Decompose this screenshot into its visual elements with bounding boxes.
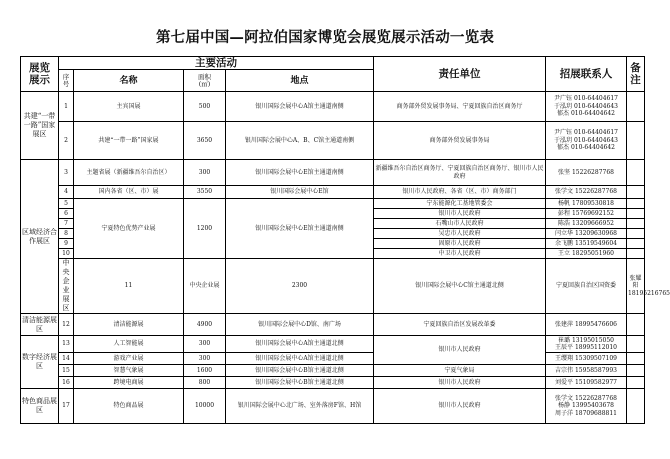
area-cell: 1600 xyxy=(184,365,226,377)
area-cell: 300 xyxy=(184,160,226,186)
unit-cell: 银川市人民政府 xyxy=(374,389,546,424)
seq-cell: 4 xyxy=(59,186,74,199)
unit-cell: 商务部外贸发展事务局、宁夏回族自治区商务厅 xyxy=(374,92,546,122)
location-cell: 银川国际会展中心A馆主通道北侧 xyxy=(226,336,374,353)
seq-cell: 16 xyxy=(59,377,74,389)
remark-cell xyxy=(627,389,645,424)
unit-cell: 宁夏回族自治区发展改革委 xyxy=(374,314,546,336)
contact-cell: 张学文 15226287768 xyxy=(546,186,627,199)
seq-cell: 3 xyxy=(59,160,74,186)
category-cell: 数字经济展区 xyxy=(21,336,59,389)
header-main-activity: 主要活动 xyxy=(59,57,374,70)
area-cell: 3650 xyxy=(184,122,226,160)
remark-cell xyxy=(627,239,645,249)
location-cell: 银川国际会展中心A、B、C馆主通道南侧 xyxy=(226,122,374,160)
name-cell: 人工智能展 xyxy=(74,336,184,353)
contact-cell: 杨帆 17809530818 xyxy=(546,199,627,209)
seq-cell: 2 xyxy=(59,122,74,160)
seq-cell: 9 xyxy=(59,239,74,249)
seq-cell: 15 xyxy=(59,365,74,377)
location-cell: 银川国际会展中心D馆、南广场 xyxy=(226,314,374,336)
seq-cell: 17 xyxy=(59,389,74,424)
area-cell: 2300 xyxy=(226,259,374,314)
table-row xyxy=(21,365,645,377)
name-cell: 主宾国展 xyxy=(74,92,184,122)
header-contact: 招展联系人 xyxy=(546,57,627,92)
area-cell: 1200 xyxy=(184,199,226,259)
unit-cell: 银川市人民政府 xyxy=(374,377,546,389)
remark-cell xyxy=(627,249,645,259)
seq-cell: 13 xyxy=(59,336,74,353)
seq-cell: 8 xyxy=(59,229,74,239)
table-row xyxy=(21,336,645,353)
header-location: 地点 xyxy=(226,70,374,92)
unit-cell: 吴忠市人民政府 xyxy=(374,229,546,239)
unit-cell: 宁夏回族自治区国资委 xyxy=(546,259,627,314)
category-cell: 共建“一带一路”国家展区 xyxy=(21,92,59,160)
remark-cell xyxy=(627,186,645,199)
seq-cell: 10 xyxy=(59,249,74,259)
location-cell: 银川国际会展中心C馆主通道北侧 xyxy=(374,259,546,314)
contact-cell: 吉宗伟 15958587993 xyxy=(546,365,627,377)
location-cell: 银川国际会展中心A馆主通道北侧 xyxy=(226,353,374,365)
contact-cell: 张耀阳 18195216765 xyxy=(627,259,645,314)
remark-cell xyxy=(627,336,645,353)
contact-cell: 刘爱平 15109582977 xyxy=(546,377,627,389)
contact-cell: 王立 18295051960 xyxy=(546,249,627,259)
name-cell: 中央企业展 xyxy=(184,259,226,314)
remark-cell xyxy=(627,122,645,160)
unit-cell: 中卫市人民政府 xyxy=(374,249,546,259)
location-cell: 银川国际会展中心B馆主通道北侧 xyxy=(226,377,374,389)
contact-cell: 闫立华 13209630968 xyxy=(546,229,627,239)
remark-cell xyxy=(627,209,645,219)
table-row xyxy=(21,259,645,314)
contact-cell: 尹广钰 010-64404617 于泓玥 010-64404643 郁杰 010-64404642 xyxy=(546,122,627,160)
area-cell: 4900 xyxy=(184,314,226,336)
remark-cell xyxy=(627,219,645,229)
remark-cell xyxy=(627,353,645,365)
area-cell: 300 xyxy=(184,353,226,365)
location-cell: 银川国际会展中心北广场、室外落房F馆、H馆 xyxy=(226,389,374,424)
table-row xyxy=(21,199,645,209)
table-row xyxy=(21,160,645,186)
header-row-1 xyxy=(21,57,645,70)
contact-cell: 彭程 15769692152 xyxy=(546,209,627,219)
remark-cell xyxy=(627,314,645,336)
seq-cell: 1 xyxy=(59,92,74,122)
header-name: 名称 xyxy=(74,70,184,92)
category-cell: 中央企业展区 xyxy=(59,259,74,314)
unit-cell: 新疆维吾尔自治区商务厅、宁夏回族自治区商务厅、银川市人民政府 xyxy=(374,160,546,186)
unit-cell: 宁夏气象局 xyxy=(374,365,546,377)
contact-cell: 张建萍 18995476606 xyxy=(546,314,627,336)
name-cell: 国内各省（区、市）展 xyxy=(74,186,184,199)
table-row xyxy=(21,314,645,336)
contact-cell: 崔璐 13195015050 王辰平 18995112010 xyxy=(546,336,627,353)
header-responsible: 责任单位 xyxy=(374,57,546,92)
name-cell: 智慧气象展 xyxy=(74,365,184,377)
remark-cell xyxy=(627,160,645,186)
remark-cell xyxy=(627,92,645,122)
seq-cell: 11 xyxy=(74,259,184,314)
exhibition-table xyxy=(20,56,670,424)
seq-cell: 7 xyxy=(59,219,74,229)
seq-cell: 5 xyxy=(59,199,74,209)
remark-cell xyxy=(627,365,645,377)
contact-cell: 王缨翔 15309507109 xyxy=(546,353,627,365)
category-cell: 特色商品展区 xyxy=(21,389,59,424)
name-cell: 跨境电商展 xyxy=(74,377,184,389)
remark-cell xyxy=(627,229,645,239)
area-cell: 500 xyxy=(184,92,226,122)
table-row xyxy=(21,92,645,122)
location-cell: 银川国际会展中心E馆主通道南侧 xyxy=(226,199,374,259)
seq-cell: 6 xyxy=(59,209,74,219)
table-row xyxy=(21,186,645,199)
location-cell: 银川国际会展中心A馆主通道南侧 xyxy=(226,92,374,122)
location-cell: 银川国际会展中心B馆主通道北侧 xyxy=(226,365,374,377)
name-cell: 特色商品展 xyxy=(74,389,184,424)
seq-cell: 12 xyxy=(59,314,74,336)
area-cell: 300 xyxy=(184,336,226,353)
unit-cell: 固原市人民政府 xyxy=(374,239,546,249)
category-cell: 区域经济合作展区 xyxy=(21,160,59,314)
unit-cell: 银川市人民政府 xyxy=(374,336,546,365)
name-cell: 共建“一带一路”国家展 xyxy=(74,122,184,160)
table-row xyxy=(21,377,645,389)
header-seq: 序 号 xyxy=(59,70,74,92)
name-cell: 宁夏特色优势产业展 xyxy=(74,199,184,259)
contact-cell: 陈浩 13209666952 xyxy=(546,219,627,229)
name-cell: 游戏产业展 xyxy=(74,353,184,365)
area-cell: 800 xyxy=(184,377,226,389)
table-row xyxy=(21,353,645,365)
remark-cell xyxy=(627,199,645,209)
location-cell: 银川国际会展中心E馆主通道南侧 xyxy=(226,160,374,186)
header-remark: 备 注 xyxy=(627,57,645,92)
seq-cell: 14 xyxy=(59,353,74,365)
table-row xyxy=(21,122,645,160)
area-cell: 3550 xyxy=(184,186,226,199)
contact-cell: 张坚 15226287768 xyxy=(546,160,627,186)
unit-cell: 银川市人民政府 xyxy=(374,209,546,219)
table-row xyxy=(21,389,645,424)
area-cell: 10000 xyxy=(184,389,226,424)
unit-cell: 商务部外贸发展事务局 xyxy=(374,122,546,160)
remark-cell xyxy=(627,377,645,389)
unit-cell: 银川市人民政府、各省（区、市）商务部门 xyxy=(374,186,546,199)
header-area: 面积 (㎡) xyxy=(184,70,226,92)
unit-cell: 宁东能源化工基地管委会 xyxy=(374,199,546,209)
name-cell: 清洁能源展 xyxy=(74,314,184,336)
contact-cell: 余飞鹏 13519549604 xyxy=(546,239,627,249)
category-cell: 清洁能源展区 xyxy=(21,314,59,336)
contact-cell: 尹广钰 010-64404617 于泓玥 010-64404643 郁杰 010-64404642 xyxy=(546,92,627,122)
name-cell: 主题省展（新疆维吾尔自治区） xyxy=(74,160,184,186)
contact-cell: 张学文 15226287768 杨静 13995403678 周子洋 18709688811 xyxy=(546,389,627,424)
page-title: 第七届中国—阿拉伯国家博览会展览展示活动一览表 xyxy=(155,30,495,46)
location-cell: 银川国际会展中心E馆 xyxy=(226,186,374,199)
unit-cell: 石嘴山市人民政府 xyxy=(374,219,546,229)
header-category: 展览 展示 xyxy=(21,57,59,92)
